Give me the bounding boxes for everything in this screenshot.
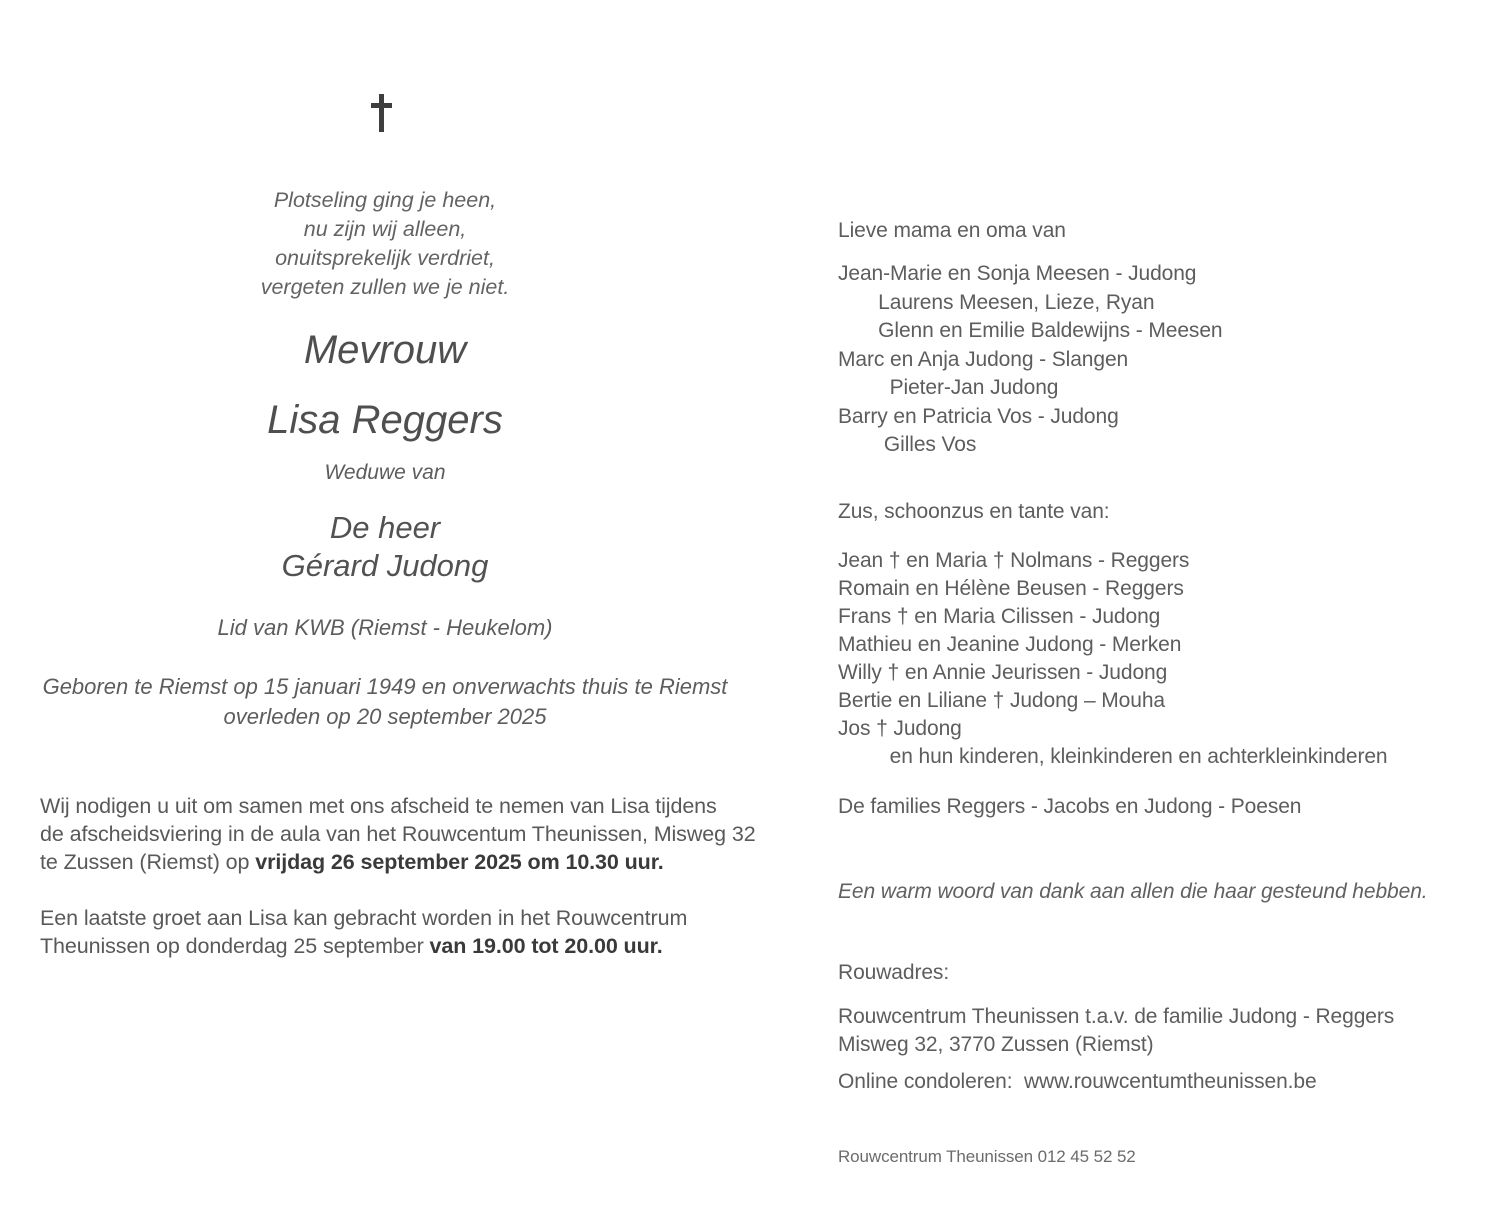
address-line: Rouwcentrum Theunissen t.a.v. de familie Judong - Reggers xyxy=(838,1005,1395,1028)
relative-line: Willy † en Annie Jeurissen - Judong xyxy=(838,661,1168,684)
funeral-home-contact: Rouwcentrum Theunissen 012 45 52 52 xyxy=(838,1147,1136,1166)
online-condolence-line: Online condoleren: www.rouwcentumtheunissen.be xyxy=(838,1070,1317,1093)
invitation-line: Wij nodigen u uit om samen met ons afscheid te nemen van Lisa tijdens xyxy=(40,794,717,818)
family-member-line: Pieter-Jan Judong xyxy=(838,376,1059,399)
family-intro: Lieve mama en oma van xyxy=(838,219,1066,242)
invitation-line xyxy=(40,848,760,876)
family-member-line: Laurens Meesen, Lieze, Ryan xyxy=(838,290,1155,314)
family-member-line: Marc en Anja Judong - Slangen xyxy=(838,347,1129,371)
deceased-name: Lisa Reggers xyxy=(267,398,503,442)
last-greeting-notice xyxy=(40,904,760,960)
mourning-address xyxy=(838,1003,1498,1059)
birth-death-line: Geboren te Riemst op 15 januari 1949 en onverwachts thuis te Riemst xyxy=(42,674,728,699)
relative-line: Bertie en Liliane † Judong – Mouha xyxy=(838,689,1166,712)
relative-line: Mathieu en Jeanine Judong - Merken xyxy=(838,633,1182,656)
greeting-line: Een laatste groet aan Lisa kan gebracht worden in het Rouwcentrum xyxy=(40,906,688,930)
relative-line: Frans † en Maria Cilissen - Judong xyxy=(838,605,1161,628)
membership-line: Lid van KWB (Riemst - Heukelom) xyxy=(217,615,553,640)
families-line: De families Reggers - Jacobs en Judong - Poesen xyxy=(838,795,1302,818)
family-member-line: Jean-Marie en Sonja Meesen - Judong xyxy=(838,262,1197,285)
spouse-name: Gérard Judong xyxy=(281,548,489,583)
poem-line: Plotseling ging je heen, xyxy=(273,188,497,212)
deceased-honorific: Mevrouw xyxy=(303,328,467,372)
birth-death-dates xyxy=(20,672,750,732)
spouse-honorific: De heer xyxy=(329,510,441,545)
mourning-address-label: Rouwadres: xyxy=(838,961,950,984)
cross-icon xyxy=(371,94,392,132)
relative-line: Jean † en Maria † Nolmans - Reggers xyxy=(838,549,1190,572)
greeting-line-normal: Theunissen op donderdag 25 september xyxy=(40,934,430,958)
family-member-line: Gilles Vos xyxy=(838,433,977,456)
relative-line: Jos † Judong xyxy=(838,717,962,740)
family-member-line: Barry en Patricia Vos - Judong xyxy=(838,404,1119,428)
relative-line: Romain en Hélène Beusen - Reggers xyxy=(838,577,1184,600)
greeting-line xyxy=(40,932,760,960)
funeral-date-time: vrijdag 26 september 2025 om 10.30 uur. xyxy=(255,850,664,874)
thanks-line: Een warm woord van dank aan allen die haar gesteund hebben. xyxy=(838,880,1428,903)
widow-of-label: Weduwe van xyxy=(324,461,446,484)
memorial-poem xyxy=(40,186,730,302)
funeral-invitation xyxy=(40,792,760,876)
family-member-line: Glenn en Emilie Baldewijns - Meesen xyxy=(838,319,1223,342)
relatives-intro: Zus, schoonzus en tante van: xyxy=(838,500,1110,523)
poem-line: nu zijn wij alleen, xyxy=(303,217,467,241)
address-line: Misweg 32, 3770 Zussen (Riemst) xyxy=(838,1033,1154,1056)
relative-line: en hun kinderen, kleinkinderen en achterkleinkinderen xyxy=(838,745,1388,768)
siblings-list xyxy=(838,547,1498,771)
invitation-line-normal: te Zussen (Riemst) op xyxy=(40,850,256,874)
visitation-time: van 19.00 tot 20.00 uur. xyxy=(429,934,663,958)
children-grandchildren-list xyxy=(838,260,1498,460)
poem-line: vergeten zullen we je niet. xyxy=(260,275,510,299)
invitation-line: de afscheidsviering in de aula van het Rouwcentum Theunissen, Misweg 32 xyxy=(40,822,756,846)
poem-line: onuitsprekelijk verdriet, xyxy=(275,246,495,270)
birth-death-line: overleden op 20 september 2025 xyxy=(223,704,547,729)
